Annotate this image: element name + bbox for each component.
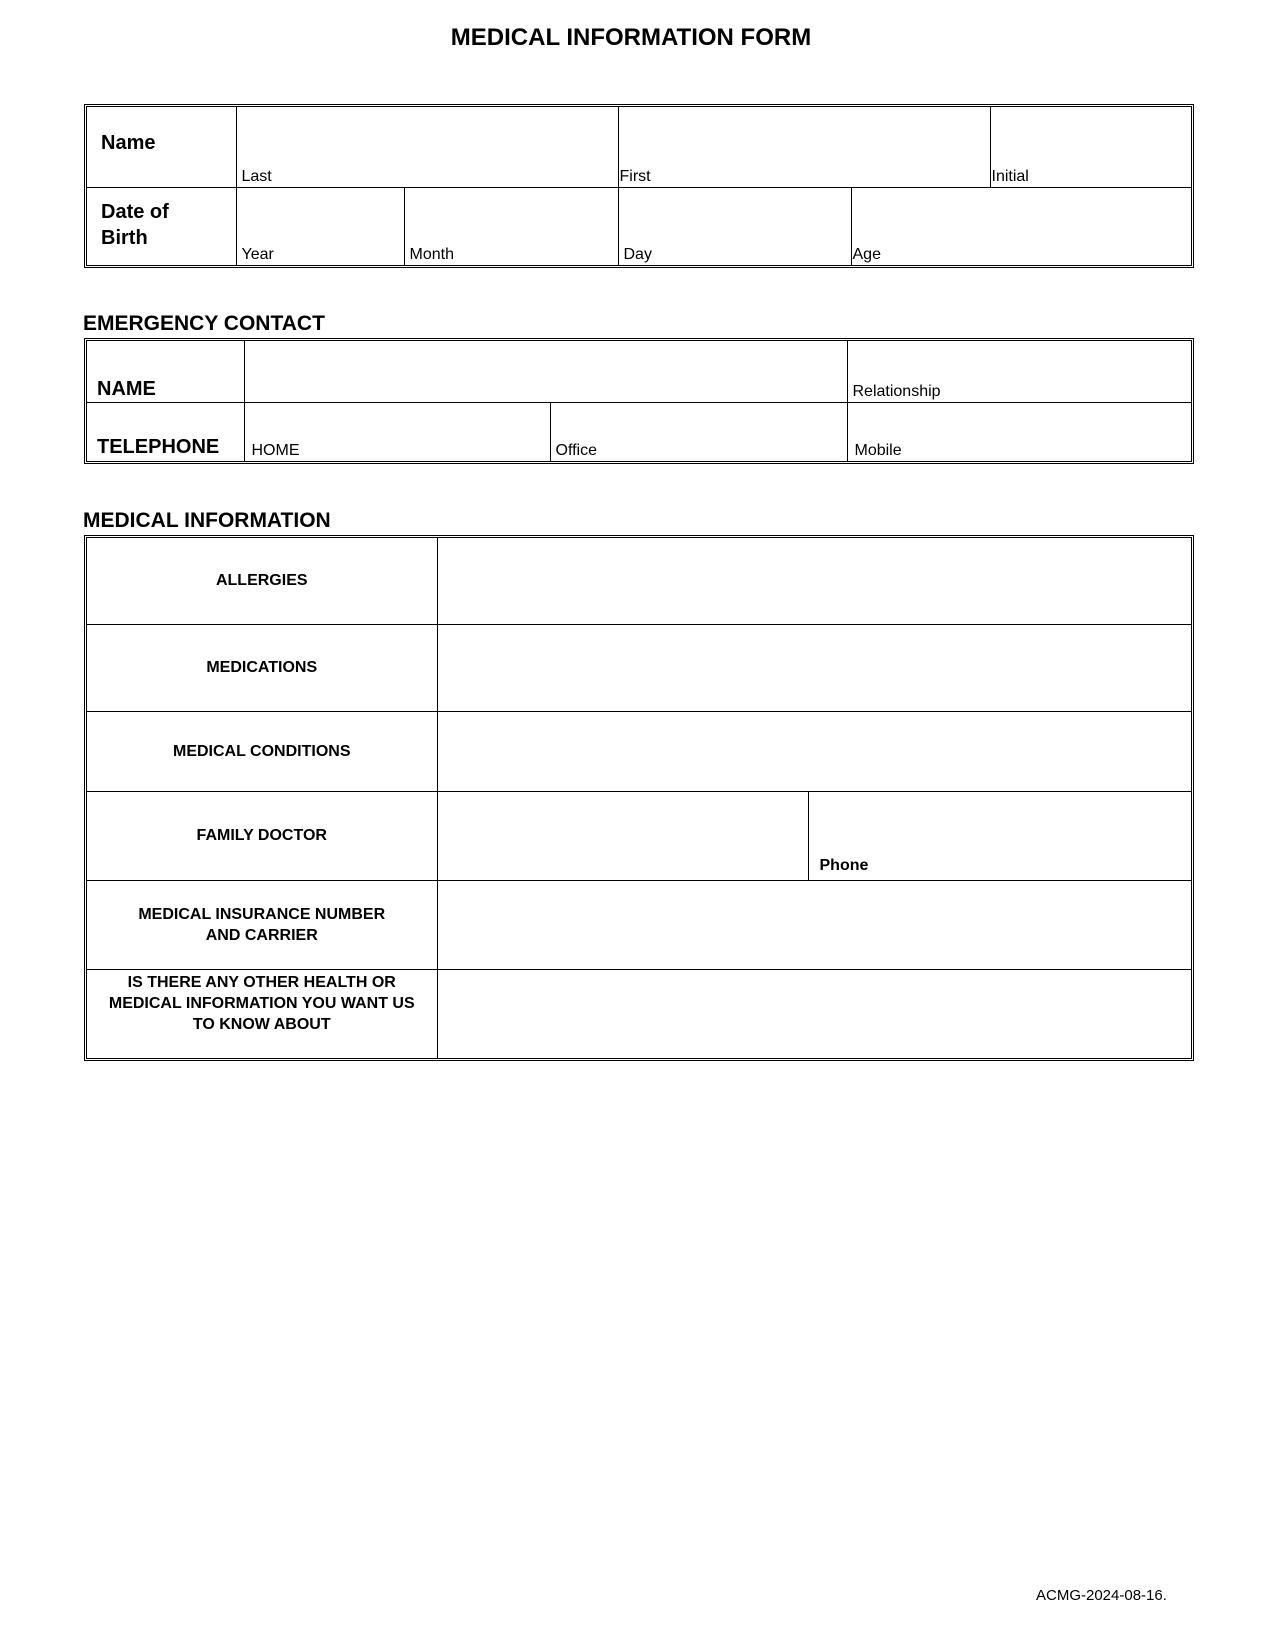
medications-field[interactable] xyxy=(437,624,1191,711)
first-name-field[interactable] xyxy=(618,107,990,187)
name-label-cell xyxy=(87,107,236,187)
telephone-label-cell xyxy=(87,402,244,461)
dob-label-line1: Date of xyxy=(101,200,169,223)
last-name-label: Last xyxy=(241,167,272,185)
dob-month-field[interactable] xyxy=(404,187,618,265)
dob-label-line2: Birth xyxy=(101,226,148,249)
doctor-phone-label: Phone xyxy=(819,856,869,874)
home-phone-field[interactable] xyxy=(244,402,550,461)
other-info-field[interactable] xyxy=(437,969,1191,1058)
dob-year-label: Year xyxy=(241,246,274,263)
insurance-field[interactable] xyxy=(437,880,1191,969)
dob-month-label: Month xyxy=(409,246,454,263)
medical-conditions-field[interactable] xyxy=(437,711,1191,791)
insurance-label xyxy=(87,880,437,969)
contact-name-label-cell xyxy=(87,341,244,402)
other-info-label-line3: TO KNOW ABOUT xyxy=(192,1015,331,1033)
telephone-label: TELEPHONE xyxy=(97,436,220,458)
emergency-contact-heading: EMERGENCY CONTACT xyxy=(83,312,325,335)
medical-conditions-label: MEDICAL CONDITIONS xyxy=(87,711,437,791)
dob-day-label: Day xyxy=(623,246,652,263)
mobile-phone-label: Mobile xyxy=(854,442,902,459)
age-field[interactable] xyxy=(851,187,1191,265)
name-label: Name xyxy=(101,132,156,154)
emergency-contact-table xyxy=(84,338,1194,464)
other-info-label-line2: MEDICAL INFORMATION YOU WANT US xyxy=(108,994,415,1012)
contact-name-label: NAME xyxy=(97,377,156,400)
other-info-label xyxy=(87,969,437,1058)
contact-name-field[interactable] xyxy=(244,341,847,402)
page-title: MEDICAL INFORMATION FORM xyxy=(450,24,812,51)
mobile-phone-field[interactable] xyxy=(847,402,1191,461)
age-label: Age xyxy=(852,246,881,263)
allergies-field[interactable] xyxy=(437,538,1191,624)
other-info-label-line1: IS THERE ANY OTHER HEALTH OR xyxy=(127,973,396,991)
personal-info-table xyxy=(84,104,1194,268)
dob-label xyxy=(101,199,169,251)
allergies-label: ALLERGIES xyxy=(87,538,437,624)
doctor-phone-field[interactable] xyxy=(808,791,1191,880)
initial-field[interactable] xyxy=(990,107,1191,187)
insurance-label-line1: MEDICAL INSURANCE NUMBER xyxy=(138,905,386,923)
relationship-label: Relationship xyxy=(852,382,941,400)
family-doctor-label: FAMILY DOCTOR xyxy=(87,791,437,880)
dob-day-field[interactable] xyxy=(618,187,851,265)
insurance-label-line2: AND CARRIER xyxy=(205,926,318,944)
relationship-field[interactable] xyxy=(847,341,1191,402)
family-doctor-field[interactable] xyxy=(437,791,808,880)
office-phone-field[interactable] xyxy=(550,402,847,461)
home-phone-label: HOME xyxy=(251,442,300,459)
office-phone-label: Office xyxy=(555,442,597,459)
initial-label: Initial xyxy=(991,167,1029,185)
medical-information-heading: MEDICAL INFORMATION xyxy=(83,509,331,532)
dob-label-cell xyxy=(87,187,236,265)
form-code: ACMG-2024-08-16. xyxy=(1036,1587,1167,1604)
dob-year-field[interactable] xyxy=(236,187,404,265)
medications-label: MEDICATIONS xyxy=(87,624,437,711)
medical-information-table xyxy=(84,535,1194,1061)
first-name-label: First xyxy=(619,167,651,185)
last-name-field[interactable] xyxy=(236,107,618,187)
